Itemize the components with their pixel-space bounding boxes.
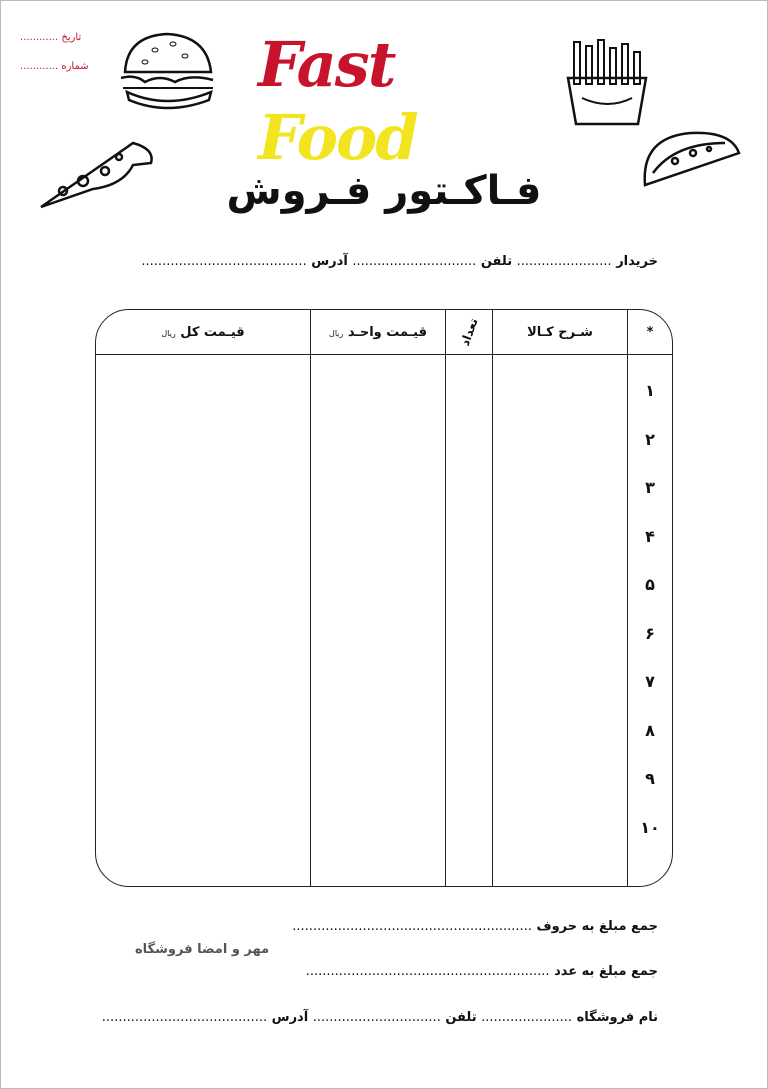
date-field[interactable] [20,32,81,43]
total-price-cell[interactable] [96,355,310,886]
shop-name-input[interactable]: ...................... [481,1010,573,1025]
shop-phone-input[interactable]: ............................... [312,1010,441,1025]
table-body-row [96,355,672,886]
row-number: ۵ [645,575,655,594]
col-unit-price-header [310,310,445,355]
burger-icon [115,30,220,110]
logo-fast: Fast [258,28,395,101]
sum-digits-label: جمع مبلغ به عدد [554,964,658,979]
sum-words-label: جمع مبلغ به حروف [536,919,658,934]
address-input[interactable]: ........................................ [141,254,307,269]
buyer-input[interactable]: ....................... [516,254,612,269]
phone-label: تلفن [480,254,513,269]
col-total-price-label: قیـمت کل [180,324,245,340]
page-title: فـاکـتور فـروش [226,168,542,214]
shop-address-input[interactable]: ........................................ [101,1010,268,1025]
col-total-price-header [96,310,310,355]
logo-food: Food [258,101,417,174]
desc-cell[interactable] [492,355,627,886]
row-number: ۲ [645,429,655,449]
sum-digits-row [306,964,658,979]
fries-icon [560,38,655,126]
number-field[interactable] [20,61,89,72]
row-number: ۸ [645,720,655,740]
address-label: آدرس [311,254,348,269]
row-number: ۹ [645,769,655,788]
shop-info-row [102,1010,658,1025]
unit-price-cell[interactable] [310,355,445,886]
row-number: ۱۰ [640,817,660,837]
currency-label: ریال [161,328,176,338]
row-number: ۶ [645,623,655,643]
date-label: تاریخ ............ [20,32,82,43]
col-qty-header [445,310,492,355]
phone-input[interactable]: .............................. [352,254,477,269]
logo [258,28,538,174]
col-unit-price-label: قیـمت واحـد [347,324,427,340]
shop-name-label: نام فروشگاه [576,1010,658,1025]
buyer-label: خریدار [616,254,658,269]
sum-words-row [292,919,658,934]
number-label: شماره ............ [20,61,89,72]
row-number: ۱ [645,381,655,400]
row-number: ۷ [645,672,655,691]
row-number: ۳ [645,478,655,497]
table-header-row [96,310,672,355]
buyer-info-row [141,254,658,269]
sum-digits-input[interactable]: ........................................................... [305,964,550,979]
qty-cell[interactable] [445,355,492,886]
shop-address-label: آدرس [271,1010,309,1025]
col-index-header: * [627,310,672,355]
row-number: ۴ [645,526,655,546]
col-qty-label: تعداد [457,315,481,348]
currency-label: ریال [329,328,344,338]
stamp-label: مهر و امضا فروشگاه [135,942,270,957]
col-desc-header: شـرح کـالا [492,310,627,355]
sum-words-input[interactable]: .......................................................... [292,919,532,934]
shop-phone-label: تلفن [445,1010,477,1025]
invoice-table [95,309,673,887]
row-number-column [627,355,672,886]
